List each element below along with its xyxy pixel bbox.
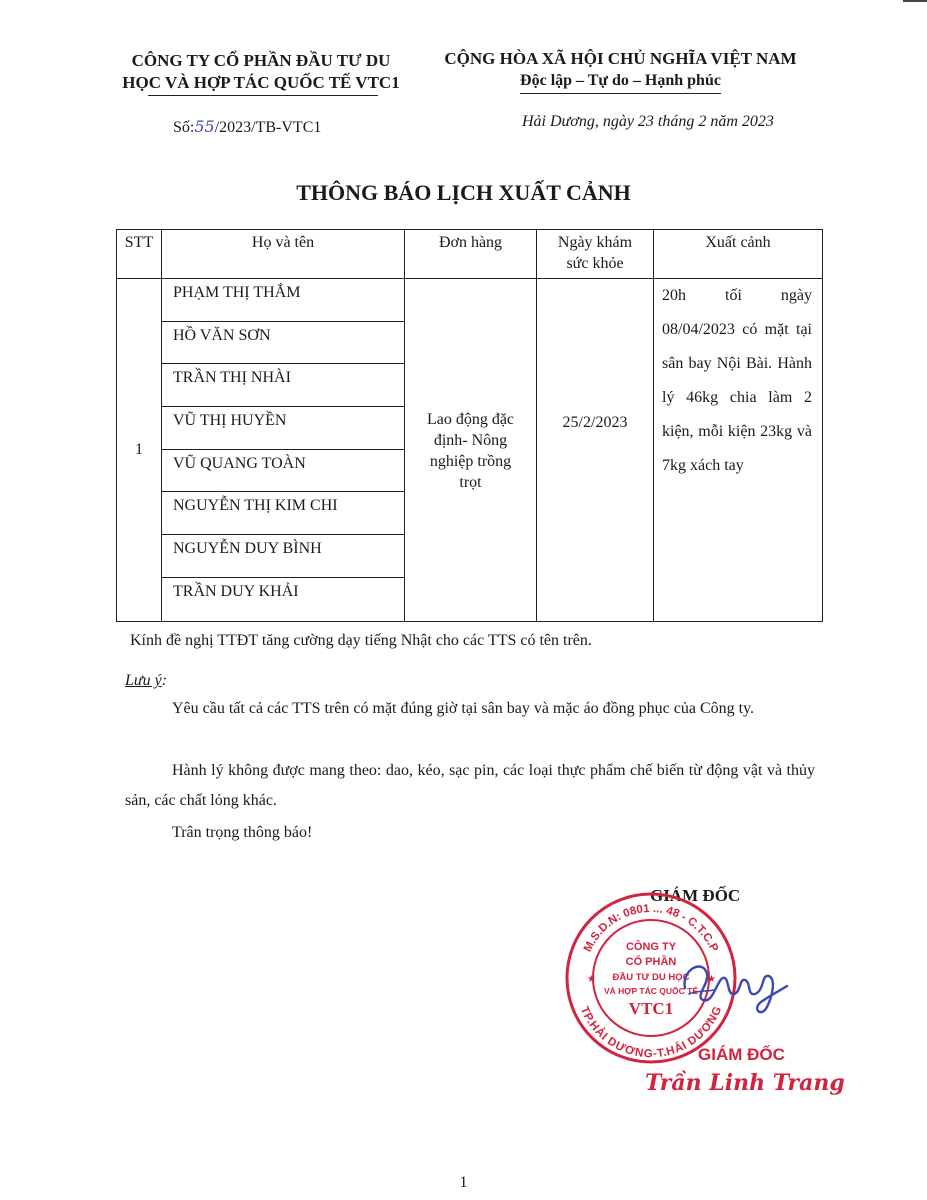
header-exam-line1: Ngày khám xyxy=(557,234,633,251)
company-name xyxy=(96,50,426,94)
name-row: PHẠM THỊ THẮM xyxy=(162,279,404,322)
scan-corner-mark xyxy=(903,0,927,8)
signer-title: GIÁM ĐỐC xyxy=(650,886,741,905)
stamp-line-5: VTC1 xyxy=(628,999,674,1018)
stamp-star-right: ★ xyxy=(707,974,716,985)
doc-number-handwritten: 55 xyxy=(194,117,215,136)
header-order: Đơn hàng xyxy=(405,230,537,279)
closing-line: Trân trọng thông báo! xyxy=(172,824,313,841)
name-row: NGUYỄN DUY BÌNH xyxy=(162,535,404,578)
stamp-signer-name: Trần Linh Trang xyxy=(645,1070,845,1096)
stamp-line-4: VÀ HỢP TÁC QUỐC TẾ xyxy=(604,986,698,996)
note-colon: : xyxy=(161,672,168,689)
order-line: định- Nông xyxy=(433,431,508,449)
company-name-line1: CÔNG TY CỔ PHẦN ĐẦU TƯ DU xyxy=(131,51,391,70)
exam-date-value: 25/2/2023 xyxy=(562,413,628,431)
doc-number-suffix: /2023/TB-VTC1 xyxy=(214,119,322,136)
name-row: TRẦN DUY KHẢI xyxy=(173,582,299,600)
table-row xyxy=(117,279,823,622)
stamp-star-left: ★ xyxy=(587,974,596,985)
header-stt: STT xyxy=(117,230,162,279)
exam-date-cell xyxy=(537,279,654,622)
order-line: nghiệp trồng xyxy=(429,452,512,470)
stamp-signer-title: GIÁM ĐỐC xyxy=(698,1045,785,1064)
company-name-line2: HỌC VÀ HỢP TÁC QUỐC TẾ VTC1 xyxy=(122,73,400,92)
request-paragraph: Kính đề nghị TTĐT tăng cường dạy tiếng Nhật cho các TTS có tên trên. xyxy=(130,632,592,649)
name-row: VŨ THỊ HUYỀN xyxy=(162,407,404,450)
stamp-line-3: ĐẦU TƯ DU HỌC xyxy=(612,972,690,983)
national-motto: Độc lập – Tự do – Hạnh phúc xyxy=(520,70,721,94)
stamp-line-1: CÔNG TY xyxy=(625,941,677,953)
handwritten-signature xyxy=(673,950,793,1020)
document-title: THÔNG BÁO LỊCH XUẤT CẢNH xyxy=(296,180,631,205)
document-number xyxy=(173,117,321,137)
note-paragraph-1: Yêu cầu tất cả các TTS trên có mặt đúng giờ tại sân bay và mặc áo đồng phục của Công ty. xyxy=(172,700,755,717)
table-header-row xyxy=(117,230,823,279)
name-row: HỒ VĂN SƠN xyxy=(162,322,404,365)
doc-number-prefix: Số: xyxy=(173,119,195,136)
stamp-ring-top: M.S.D.N: 0801 ... 48 - C.T.C.P xyxy=(581,902,721,954)
page-number: 1 xyxy=(459,1174,468,1191)
company-underline xyxy=(148,95,378,96)
order-line: trọt xyxy=(459,473,482,491)
names-cell xyxy=(162,279,405,622)
header-exam-date xyxy=(537,230,654,279)
national-header xyxy=(418,48,823,94)
name-row: TRẦN THỊ NHÀI xyxy=(162,364,404,407)
departure-schedule-table xyxy=(116,229,823,622)
header-exit: Xuất cảnh xyxy=(654,230,823,279)
note-heading xyxy=(125,666,167,696)
header-exam-line2: sức khỏe xyxy=(566,255,624,272)
order-line: Lao động đặc xyxy=(426,410,515,428)
name-row: VŨ QUANG TOÀN xyxy=(162,450,404,493)
place-and-date: Hải Dương, ngày 23 tháng 2 năm 2023 xyxy=(522,113,774,130)
stamp-line-2: CỔ PHẦN xyxy=(625,956,677,968)
exit-cell: 20h tối ngày 08/04/2023 có mặt tại sân bay Nội Bài. Hành lý 46kg chia làm 2 kiện, mỗi kiện 23kg và 7kg xách tay xyxy=(654,279,823,622)
note-paragraph-2: Hành lý không được mang theo: dao, kéo, sạc pin, các loại thực phẩm chế biến từ động vật và thủy sản, các chất lỏng khác. xyxy=(125,762,815,809)
stamp-ring-bottom: TP.HẢI DƯƠNG-T.HẢI DƯƠNG xyxy=(577,1004,725,1061)
note-label: Lưu ý xyxy=(125,672,162,689)
stt-cell: 1 xyxy=(117,279,162,622)
name-row: NGUYỄN THỊ KIM CHI xyxy=(162,492,404,535)
header-name: Họ và tên xyxy=(162,230,405,279)
order-cell xyxy=(405,279,537,622)
nation-name: CỘNG HÒA XÃ HỘI CHỦ NGHĨA VIỆT NAM xyxy=(444,49,797,68)
